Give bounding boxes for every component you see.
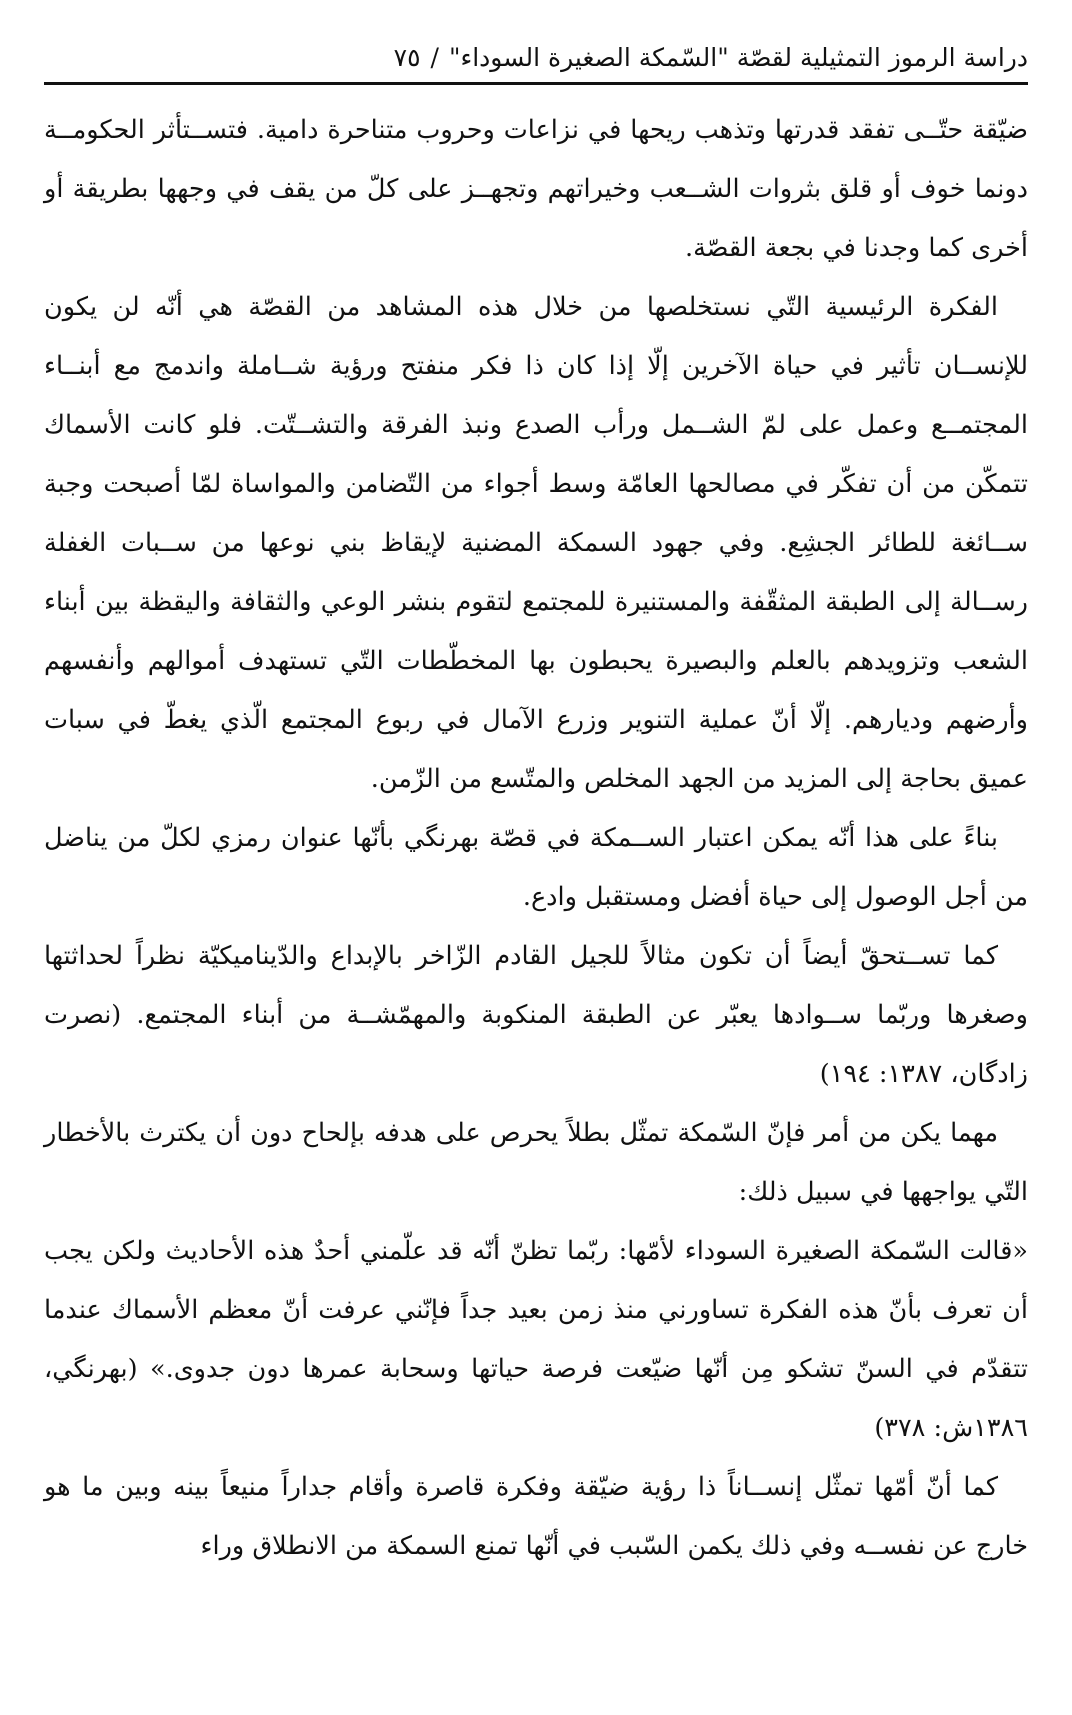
paragraph-text: كما أنّ أمّها تمثّل إنســاناً ذا رؤية ضيّقة وفكرة قاصرة وأقام جداراً منيعاً بينه وبين ما هو خارج عن نفســه وفي ذلك يكمن السّبب في أنّها تمنع السمكة من الانطلاق وراء — [44, 1472, 1028, 1561]
paragraph-text: «قالت السّمكة الصغيرة السوداء لأمّها: ربّما تظنّ أنّه قد علّمني أحدٌ هذه الأحاديث ولكن يجب أن تعرف بأنّ هذه الفكرة تساورني منذ زمن بعيد جداً فإنّني عرفت أنّ معظم الأسماك عندما تتقدّم في السنّ تشكو مِن أنّها ضيّعت فرصة حياتها وسحابة عمرها دون جدوى.» — [44, 1236, 1028, 1384]
quote-paragraph — [44, 1222, 1028, 1458]
paragraph-2 — [44, 278, 1028, 809]
paragraph-text: كما تســتحقّ أيضاً أن تكون مثالاً للجيل القادم الزّاخر بالإبداع والدّيناميكيّة نظراً لحداثتها وصغرها وربّما ســوادها يعبّر عن الطبقة المنكوبة والمهمّشــة من أبناء المجتمع. — [44, 941, 1028, 1030]
body-text — [44, 101, 1028, 1576]
paragraph-5 — [44, 1104, 1028, 1222]
document-page — [44, 40, 1028, 1576]
paragraph-text: ضيّقة حتّــى تفقد قدرتها وتذهب ريحها في نزاعات وحروب متناحرة دامية. فتســتأثر الحكومــة دونما خوف أو قلق بثروات الشــعب وخيراتهم وتجهــز على كلّ من يقف في وجهها بطريقة أو أخرى كما وجدنا في بجعة القصّة. — [44, 115, 1028, 263]
paragraph-7 — [44, 1458, 1028, 1576]
paragraph-3 — [44, 809, 1028, 927]
citation: (بهرنگي، ١٣٨٦ش: ٣٧٨) — [44, 1354, 1028, 1443]
page-number: ٧٥ — [393, 43, 421, 72]
paragraph-1 — [44, 101, 1028, 278]
citation: (نصرت زادگان، ١٣٨٧: ١٩٤) — [44, 1000, 1028, 1089]
paragraph-4 — [44, 927, 1028, 1104]
header-separator: / — [430, 43, 439, 72]
paragraph-text: الفكرة الرئيسية التّي نستخلصها من خلال هذه المشاهد من القصّة هي أنّه لن يكون للإنســان تأثير في حياة الآخرين إلّا إذا كان ذا فكر منفتح ورؤية شــاملة واندمج مع أبنــاء المجتمــع وعمل على لمّ الشــمل ورأب الصدع ونبذ الفرقة والتشــتّت. فلو كانت الأسماك تتمكّن من أن تفكّر في مصالحها العامّة وسط أجواء من التّضامن والمواساة لمّا أصبحت وجبة ســائغة للطائر الجشِع. وفي جهود السمكة المضنية لإيقاظ بني نوعها من ســبات الغفلة رســالة إلى الطبقة المثقّفة والمستنيرة للمجتمع لتقوم بنشر الوعي والثقافة واليقظة بين أبناء الشعب وتزويدهم بالعلم والبصيرة يحبطون بها المخطّطات التّي تستهدف أموالهم وأنفسهم وأرضهم وديارهم. إلّا أنّ عملية التنوير وزرع الآمال في ربوع المجتمع الّذي يغطّ في سبات عميق بحاجة إلى المزيد من الجهد المخلص والمتّسع من الزّمن. — [44, 292, 1028, 794]
paragraph-text: مهما يكن من أمر فإنّ السّمكة تمثّل بطلاً يحرص على هدفه بإلحاح دون أن يكترث بالأخطار التّي يواجهها في سبيل ذلك: — [44, 1118, 1028, 1207]
running-header — [44, 40, 1028, 85]
paragraph-text: بناءً على هذا أنّه يمكن اعتبار الســمكة في قصّة بهرنگي بأنّها عنوان رمزي لكلّ من يناضل من أجل الوصول إلى حياة أفضل ومستقبل وادع. — [44, 823, 1028, 912]
running-title: دراسة الرموز التمثيلية لقصّة "السّمكة الصغيرة السوداء" — [448, 43, 1028, 72]
